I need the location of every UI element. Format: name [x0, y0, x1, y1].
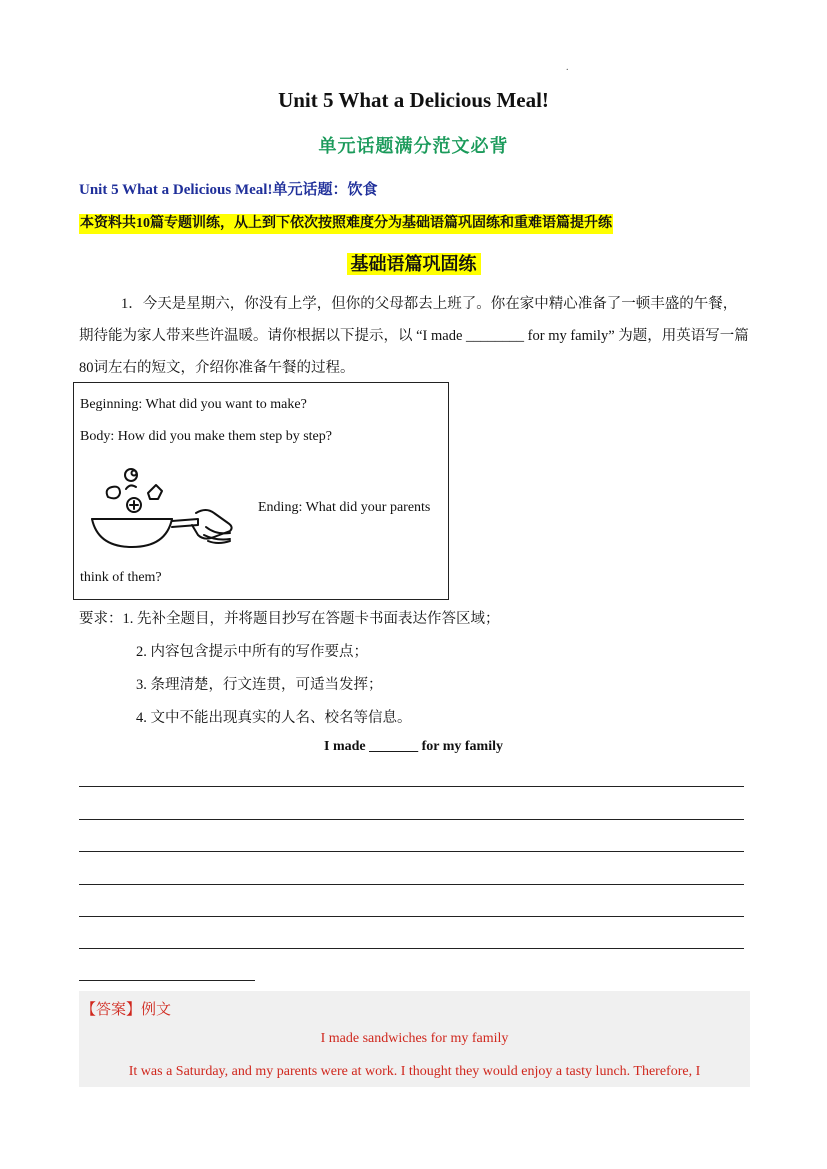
- answer-line[interactable]: [79, 948, 744, 949]
- answer-label: 【答案】例文: [81, 1002, 172, 1018]
- answer-line[interactable]: [79, 851, 744, 852]
- hint-ending-continued: think of them?: [80, 570, 162, 585]
- hint-beginning: Beginning: What did you want to make?: [80, 397, 307, 412]
- section-heading-text: 基础语篇巩固练: [347, 253, 481, 275]
- requirement-1: 要求：1. 先补全题目，并将题目抄写在答题卡书面表达作答区域；: [79, 611, 500, 627]
- page-mark: .: [566, 62, 569, 73]
- unit-topic: Unit 5 What a Delicious Meal!单元话题：饮食: [79, 182, 378, 198]
- page-subtitle: 单元话题满分范文必背: [318, 136, 509, 156]
- page-title: Unit 5 What a Delicious Meal!: [278, 88, 549, 112]
- cooking-pan-icon: [86, 467, 256, 567]
- requirement-3: 3. 条理清楚，行文连贯，可适当发挥；: [136, 677, 383, 693]
- hint-ending: Ending: What did your parents: [258, 500, 431, 515]
- answer-line[interactable]: [79, 786, 744, 787]
- section-heading: [0, 250, 827, 276]
- answer-line[interactable]: [79, 916, 744, 917]
- answer-line[interactable]: [79, 884, 744, 885]
- question-prompt: 1．今天是星期六，你没有上学，但你的父母都去上班了。你在家中精心准备了一顿丰盛的午餐，期待能为家人带来些许温暖。请你根据以下提示，以 “I made ________ for my family” 为题，用英语写一篇80词左右的短文，介绍你准备午餐的过程。: [79, 296, 749, 376]
- highlight-note: 本资料共10篇专题训练，从上到下依次按照难度分为基础语篇巩固练和重难语篇提升练: [79, 214, 613, 234]
- writing-title: I made _______ for my family: [324, 739, 503, 754]
- requirement-2: 2. 内容包含提示中所有的写作要点；: [136, 644, 368, 660]
- answer-title: I made sandwiches for my family: [320, 1031, 509, 1046]
- answer-body: It was a Saturday, and my parents were at work. I thought they would enjoy a tasty lunch. Therefore, I: [128, 1064, 701, 1079]
- answer-line-short[interactable]: [79, 980, 255, 981]
- answer-panel: [79, 991, 750, 1087]
- requirement-4: 4. 文中不能出现真实的人名、校名等信息。: [136, 710, 412, 726]
- answer-line[interactable]: [79, 819, 744, 820]
- hint-body: Body: How did you make them step by step?: [80, 429, 332, 444]
- hint-box: [73, 382, 449, 600]
